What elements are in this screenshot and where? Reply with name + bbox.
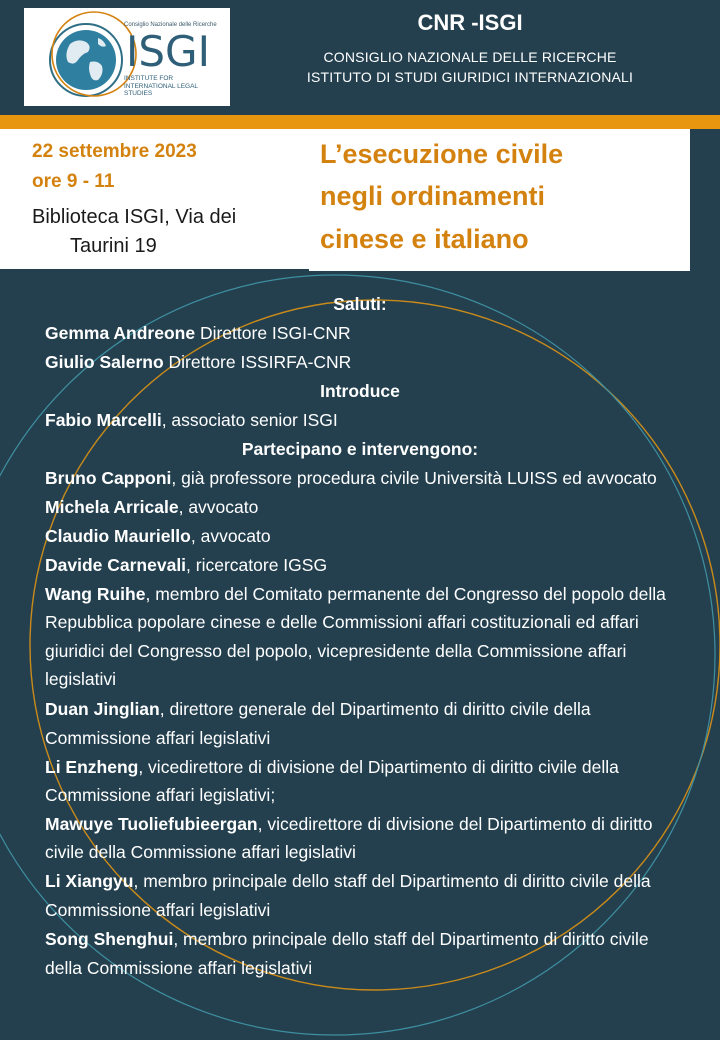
speaker-line-cont: [45, 957, 312, 979]
speaker-line: [45, 813, 653, 835]
speaker-desc: Commissione affari legislativi;: [45, 785, 276, 805]
speaker-name: Song Shenghui: [45, 929, 174, 949]
speaker-desc: legislativi: [45, 669, 116, 689]
speaker-name: Michela Arricale: [45, 497, 179, 517]
speaker-line-cont: [45, 640, 626, 662]
speaker-name: Duan Jinglian: [45, 699, 160, 719]
speaker-line: [45, 756, 619, 778]
speaker-line: [45, 583, 666, 605]
speaker-line-cont: [45, 841, 356, 863]
speaker-line-cont: [45, 784, 275, 806]
speaker-desc: , direttore generale del Dipartimento di diritto civile della: [159, 699, 591, 719]
header-title: CNR -ISGI: [417, 10, 523, 35]
speaker-desc: , membro principale dello staff del Dipartimento di diritto civile della: [133, 871, 651, 891]
header-subtitle-2: ISTITUTO DI STUDI GIURIDICI INTERNAZIONALI: [306, 69, 634, 85]
speaker-name: Mawuye Tuoliefubieergan: [45, 814, 258, 834]
speaker-desc: , vicedirettore di divisione del Dipartimento di diritto: [257, 814, 653, 834]
event-venue-line-2: Taurini 19: [70, 235, 157, 257]
speaker-line: [45, 409, 338, 431]
saluti-heading: Saluti:: [333, 294, 387, 314]
speaker-desc: , ricercatore IGSG: [186, 555, 328, 575]
event-title-line-2: negli ordinamenti: [320, 181, 546, 211]
speaker-name: Claudio Mauriello: [45, 526, 191, 546]
speaker-desc: Direttore ISGI-CNR: [195, 323, 351, 343]
speaker-line: [45, 496, 258, 518]
speaker-line: [45, 322, 351, 344]
speaker-desc: , membro del Comitato permanente del Congresso del popolo della: [145, 584, 666, 604]
speaker-line: [45, 467, 657, 489]
speaker-name: Davide Carnevali: [45, 555, 187, 575]
speaker-line-cont: [45, 899, 270, 921]
speaker-line: [45, 870, 651, 892]
event-date: 22 settembre 2023: [32, 141, 197, 162]
speaker-desc: della Commissione affari legislativi: [45, 958, 313, 978]
speaker-line-cont: [45, 668, 116, 690]
speaker-line: [45, 525, 271, 547]
logo-sub-text: INSTITUTE FOR INTERNATIONAL LEGAL STUDIES: [124, 75, 198, 97]
speaker-desc: civile della Commissione affari legislativi: [45, 842, 356, 862]
speaker-desc: , già professore procedura civile Università LUISS ed avvocato: [171, 468, 657, 488]
speaker-line-cont: [45, 611, 639, 633]
event-title-line-1: L’esecuzione civile: [320, 139, 564, 169]
logo-main-text: ISGI: [126, 27, 210, 76]
speaker-line: [45, 698, 591, 720]
header-subtitle-1: CONSIGLIO NAZIONALE DELLE RICERCHE: [323, 49, 617, 65]
speaker-desc: Commissione affari legislativi: [45, 728, 271, 748]
speaker-desc: , vicedirettore di divisione del Dipartimento di diritto civile della: [138, 757, 619, 777]
event-time: ore 9 - 11: [32, 171, 115, 192]
event-title-line-3: cinese e italiano: [320, 224, 529, 254]
speaker-desc: Repubblica popolare cinese e delle Commissioni affari costituzionali ed affari: [45, 612, 639, 632]
logo-top-text: Consiglio Nazionale delle Ricerche: [124, 22, 217, 28]
partecipano-heading: Partecipano e intervengono:: [241, 439, 479, 459]
speaker-desc: , avvocato: [190, 526, 271, 546]
speaker-name: Bruno Capponi: [45, 468, 172, 488]
event-venue-line-1: Biblioteca ISGI, Via dei: [32, 206, 237, 228]
speaker-desc: Commissione affari legislativi: [45, 900, 271, 920]
speaker-name: Fabio Marcelli: [45, 410, 162, 430]
speaker-name: Li Xiangyu: [45, 871, 134, 891]
speaker-line: [45, 554, 327, 576]
speaker-name: Li Enzheng: [45, 757, 139, 777]
speaker-line-cont: [45, 727, 270, 749]
speaker-name: Wang Ruihe: [45, 584, 146, 604]
speaker-desc: giuridici del Congresso del popolo, vicepresidente della Commissione affari: [45, 641, 627, 661]
speaker-name: Gemma Andreone: [45, 323, 196, 343]
speaker-name: Giulio Salerno: [45, 352, 164, 372]
introduce-heading: Introduce: [320, 381, 400, 401]
speaker-line: [45, 351, 351, 373]
speaker-line: [45, 928, 649, 950]
speaker-desc: , membro principale dello staff del Dipartimento di diritto civile: [173, 929, 649, 949]
speaker-desc: , avvocato: [178, 497, 259, 517]
speaker-desc: Direttore ISSIRFA-CNR: [163, 352, 352, 372]
speaker-desc: , associato senior ISGI: [161, 410, 338, 430]
